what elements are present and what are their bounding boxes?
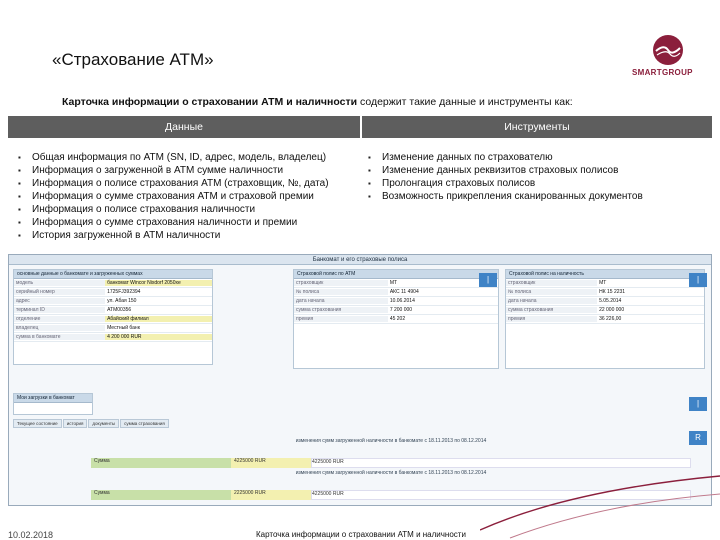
- window-title: Банкомат и его страховые полиса: [9, 255, 711, 265]
- policy-row: [294, 306, 498, 315]
- info-row: [14, 297, 212, 306]
- row-value[interactable]: 4 200 000 RUR: [105, 334, 212, 340]
- row-value[interactable]: ATM00356: [105, 307, 212, 313]
- slide-title: «Страхование АТМ»: [52, 50, 214, 69]
- cell-value: 2225000 RUR: [231, 490, 311, 500]
- data-item: ▪ История загруженной в АТМ наличности: [18, 229, 329, 242]
- refresh-button[interactable]: R: [689, 431, 707, 445]
- policy-row: [506, 315, 704, 324]
- panel-title: Страховой полис по АТМ: [294, 270, 498, 279]
- row-key: № полиса: [506, 289, 597, 295]
- atm-insurance-card-screenshot: [8, 254, 712, 506]
- row-value[interactable]: 45 202: [388, 316, 498, 322]
- tab-documents[interactable]: документы: [88, 419, 119, 428]
- column-header-data: Данные: [8, 116, 360, 138]
- tool-item: ▪ Возможность прикрепления сканированных документов: [368, 190, 643, 203]
- cell-value: 4225000 RUR: [231, 458, 311, 468]
- info-row: [14, 333, 212, 342]
- info-row: [14, 279, 212, 288]
- policy-row: [506, 279, 704, 288]
- row-key: дата начала: [294, 298, 388, 304]
- row-value[interactable]: НК 15 2231: [597, 289, 704, 295]
- column-header-tools: Инструменты: [362, 116, 712, 138]
- tab-history[interactable]: история: [63, 419, 88, 428]
- grid-caption: изменения сумм загруженной наличности в банкомате с 18.11.2013 по 08.12.2014: [295, 438, 487, 444]
- policy-row: [294, 288, 498, 297]
- data-item: ▪ Информация о полисе страхования наличности: [18, 203, 329, 216]
- row-key: сумма страхования: [506, 307, 597, 313]
- edit-atm-policy-button[interactable]: |: [479, 273, 497, 287]
- tab-current[interactable]: Текущее состояние: [13, 419, 62, 428]
- info-row: [14, 288, 212, 297]
- data-item: ▪ Информация о сумме страхования АТМ и страховой премии: [18, 190, 329, 203]
- row-value[interactable]: АКС 11 4904: [388, 289, 498, 295]
- table-row[interactable]: [91, 458, 691, 468]
- data-item: ▪ Информация о сумме страхования наличности и премии: [18, 216, 329, 229]
- tab-insured-sum[interactable]: сумма страхования: [120, 419, 169, 428]
- cell-label: Сумма: [91, 490, 231, 500]
- row-value[interactable]: МТ: [388, 280, 498, 286]
- row-value[interactable]: 5.05.2014: [597, 298, 704, 304]
- row-key: премия: [506, 316, 597, 322]
- row-key: дата начала: [506, 298, 597, 304]
- attach-document-button[interactable]: |: [689, 397, 707, 411]
- row-key: владелец: [14, 325, 105, 331]
- row-value[interactable]: 36 226,00: [597, 316, 704, 322]
- tool-item: ▪ Изменение данных реквизитов страховых полисов: [368, 164, 643, 177]
- row-key: страховщик: [506, 280, 597, 286]
- lead-rest: содержит такие данные и инструменты как:: [357, 96, 573, 108]
- uploads-box: [13, 393, 93, 415]
- row-key: премия: [294, 316, 388, 322]
- panel-title: Страховой полис на наличность: [506, 270, 704, 279]
- lead-text: [62, 96, 573, 108]
- tools-list: [368, 151, 643, 203]
- tool-item: ▪ Пролонгация страховых полисов: [368, 177, 643, 190]
- grid-caption: изменения сумм загруженной наличности в банкомате с 18.11.2013 по 08.12.2014: [295, 470, 487, 476]
- row-key: № полиса: [294, 289, 388, 295]
- row-key: адрес: [14, 298, 105, 304]
- cell-value: 4225000 RUR: [311, 490, 691, 500]
- row-value[interactable]: 22 000 000: [597, 307, 704, 313]
- atm-policy-panel: [293, 269, 499, 369]
- row-value[interactable]: МТ: [597, 280, 704, 286]
- tool-item: ▪ Изменение данных по страхователю: [368, 151, 643, 164]
- lead-bold: Карточка информации о страховании АТМ и наличности: [62, 96, 358, 108]
- info-row: [14, 324, 212, 333]
- logo-mark-icon: [652, 34, 684, 66]
- logo-text: SMARTGROUP: [632, 68, 693, 77]
- row-key: серийный номер: [14, 289, 105, 295]
- panel-title: основные данные о банкомате и загруженных суммах: [14, 270, 212, 279]
- policy-row: [506, 288, 704, 297]
- cash-policy-panel: [505, 269, 705, 369]
- row-value[interactable]: Местный банк: [105, 325, 212, 331]
- uploads-label: Мои загрузки в банкомат: [14, 394, 92, 403]
- row-key: терминал ID: [14, 307, 105, 313]
- data-item: ▪ Информация о загруженной в АТМ сумме наличности: [18, 164, 329, 177]
- slide-date: 10.02.2018: [8, 530, 54, 540]
- row-value[interactable]: ул. Абая 150: [105, 298, 212, 304]
- row-value[interactable]: 7 200 000: [388, 307, 498, 313]
- policy-row: [294, 297, 498, 306]
- edit-cash-policy-button[interactable]: |: [689, 273, 707, 287]
- policy-row: [506, 306, 704, 315]
- data-list: [18, 151, 329, 242]
- cell-label: Сумма: [91, 458, 231, 468]
- decorative-swoosh: [480, 470, 720, 540]
- row-key: отделение: [14, 316, 105, 322]
- tab-bar: [13, 419, 169, 428]
- row-key: сумма страхования: [294, 307, 388, 313]
- row-key: страховщик: [294, 280, 388, 286]
- atm-info-panel: [13, 269, 213, 365]
- cell-value: 4225000 RUR: [311, 458, 691, 468]
- policy-row: [294, 315, 498, 324]
- row-key: модель: [14, 280, 105, 286]
- info-row: [14, 306, 212, 315]
- row-value[interactable]: банкомат Wincor Nixdorf 2050xe: [105, 280, 212, 286]
- row-key: сумма в банкомате: [14, 334, 105, 340]
- slide-caption: Карточка информации о страховании АТМ и наличности: [256, 530, 466, 539]
- info-row: [14, 315, 212, 324]
- data-item: ▪ Общая информация по АТМ (SN, ID, адрес, модель, владелец): [18, 151, 329, 164]
- row-value[interactable]: 1725FJ392394: [105, 289, 212, 295]
- row-value[interactable]: 10.06.2014: [388, 298, 498, 304]
- policy-row: [506, 297, 704, 306]
- policy-row: [294, 279, 498, 288]
- smartgroup-logo: [632, 34, 710, 82]
- row-value[interactable]: Абайский филиал: [105, 316, 212, 322]
- data-item: ▪ Информация о полисе страхования АТМ (страховщик, №, дата): [18, 177, 329, 190]
